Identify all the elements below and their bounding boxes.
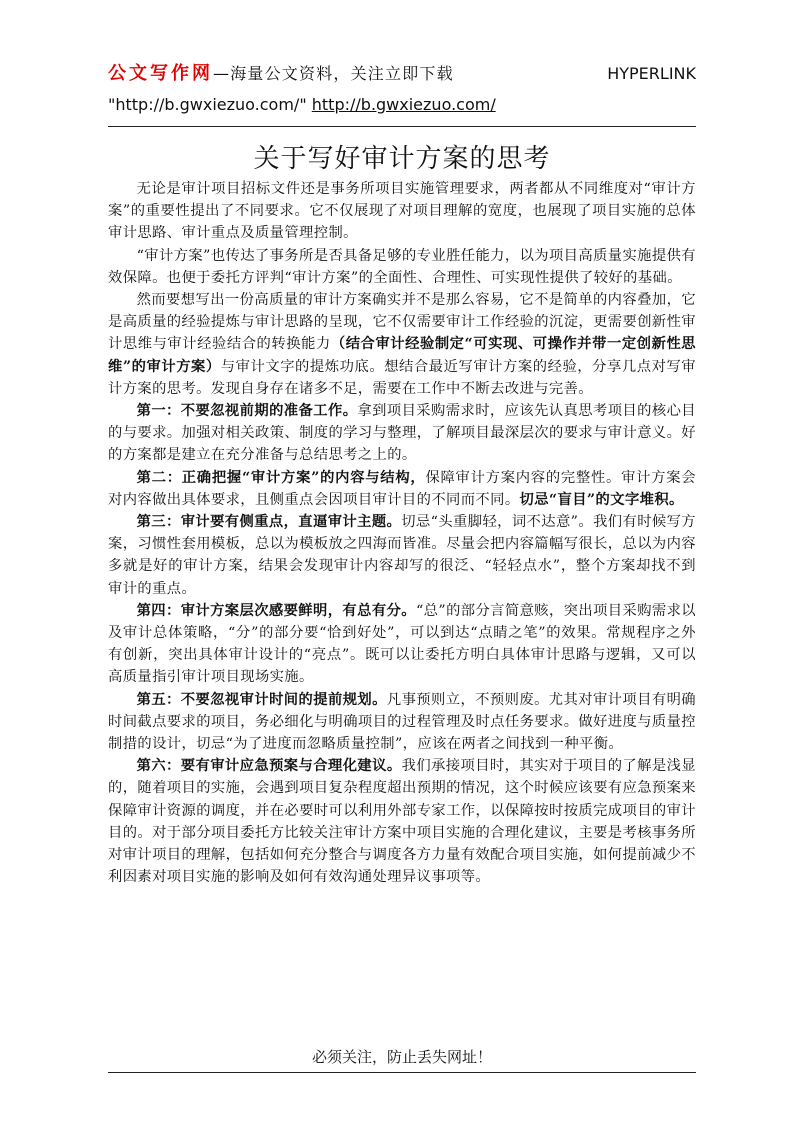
paragraph-1: 无论是审计项目招标文件还是事务所项目实施管理要求，两者都从不同维度对“审计方案”的重要性提出了不同要求。它不仅展现了对项目理解的宽度，也展现了项目实施的总体审计思路、审计重点及质量管理控制。 [108, 181, 696, 242]
point-6-text: 我们承接项目时，其实对于项目的了解是浅显的，随着项目的实施，会遇到项目复杂程度超出预期的情况，这个时候应该要有应急预案来保障审计资源的调度，并在必要时可以利用外部专家工作，以保障按时按质完成项目的审计目的。对于部分项目委托方比较关注审计方案中项目实施的合理化建议，主要是考核事务所对审计项目的理解，包括如何充分整合与调度各方力量有效配合项目实施，如何提前减少不利因素对项目实施的影响及如何有效沟通处理异议事项等。 [108, 758, 697, 886]
point-2-heading: 第二：正确把握“审计方案”的内容与结构， [136, 469, 426, 486]
point-5-heading: 第五：不要忽视审计时间的提前规划。 [136, 691, 387, 708]
point-2-text: 保障审计方案内容的完整性。审计方案会对内容做出具体要求，且侧重点会因项目审计目的不同而不同。 [108, 469, 696, 508]
point-1-heading: 第一：不要忽视前期的准备工作。 [136, 403, 358, 420]
point-2-emphasis: 切忌“盲目”的文字堆积。 [519, 491, 684, 508]
paragraph-3-text-c: 与审计文字的提炼功底。想结合最近写审计方案的经验，分享几点对写审计方案的思考。发现自身存在诸多不足，需要在工作中不断去改进与完善。 [108, 358, 696, 397]
document-title: 关于写好审计方案的思考 [253, 144, 551, 174]
paragraph-7 [108, 600, 696, 689]
site-brand: 公文写作网 [108, 63, 213, 84]
hyperlink-label: HYPERLINK [607, 64, 696, 83]
header-url-line [108, 89, 696, 120]
point-5-text: 凡事预则立，不预则废。尤其对审计项目有明确时间截点要求的项目，务必细化与明确项目的过程管理及时点任务要求。做好进度与质量控制措的设计，切忌“为了进度而忽略质量控制”，应该在两者之间找到一种平衡。 [108, 691, 696, 753]
header-divider [108, 126, 696, 127]
point-1-text: 拿到项目采购需求时，应该先认真思考项目的核心目的与要求。加强对相关政策、制度的学习与整理，了解项目最深层次的要求与审计意义。好的方案都是建立在充分准备与总结思考之上的。 [108, 403, 696, 464]
paragraph-3 [108, 289, 696, 400]
site-tagline: —海量公文资料，关注立即下载 [213, 64, 454, 83]
paragraph-3-emphasis: （结合审计经验制定“可实现、可操作并带一定创新性思维”的审计方案） [108, 336, 696, 375]
point-3-heading: 第三：审计要有侧重点，直逼审计主题。 [136, 514, 402, 531]
site-url-link[interactable]: http://b.gwxiezuo.com/ [311, 95, 496, 114]
url-quoted: "http://b.gwxiezuo.com/" [108, 95, 307, 114]
point-4-text: “总”的部分言简意赅，突出项目采购需求以及审计总体策略，“分”的部分要“恰到好处”，可以到达“点睛之笔”的效果。常规程序之外有创新，突出具体审计设计的“亮点”。既可以让委托方明白具体审计思路与逻辑，又可以高质量指引审计项目现场实施。 [108, 602, 696, 686]
footer-divider [108, 1072, 696, 1073]
point-6-heading: 第六：要有审计应急预案与合理化建议。 [136, 758, 402, 775]
paragraph-3-text-a: 然而要想写出一份高质量的审计方案确实并不是那么容易，它不是简单的内容叠加，它是高质量的经验提炼与审计思路的呈现，它不仅需要审计工作经验的沉淀，更需要创新性审计思维与审计经验结合的转换能力 [108, 292, 696, 353]
point-3-text: 切忌“头重脚轻，词不达意”。我们有时候写方案，习惯性套用模板，总以为模板放之四海而皆准。尽量会把内容篇幅写很长，总以为内容多就是好的审计方案，结果会发现审计内容却写的很泛、“轻轻点水”，整个方案却找不到审计的重点。 [108, 514, 696, 597]
paragraph-5 [108, 467, 696, 511]
paragraph-9 [108, 755, 696, 888]
page-header [108, 58, 696, 120]
paragraph-6 [108, 511, 696, 600]
point-4-heading: 第四：审计方案层次感要鲜明，有总有分。 [136, 602, 416, 619]
paragraph-8 [108, 689, 696, 756]
paragraph-4 [108, 400, 696, 467]
footer-notice: 必须关注，防止丢失网址！ [311, 1048, 492, 1066]
paragraph-2: “审计方案”也传达了事务所是否具备足够的专业胜任能力，以为项目高质量实施提供有效保障。也便于委托方评判“审计方案”的全面性、合理性、可实现性提供了较好的基础。 [108, 247, 696, 286]
document-body [108, 178, 696, 889]
